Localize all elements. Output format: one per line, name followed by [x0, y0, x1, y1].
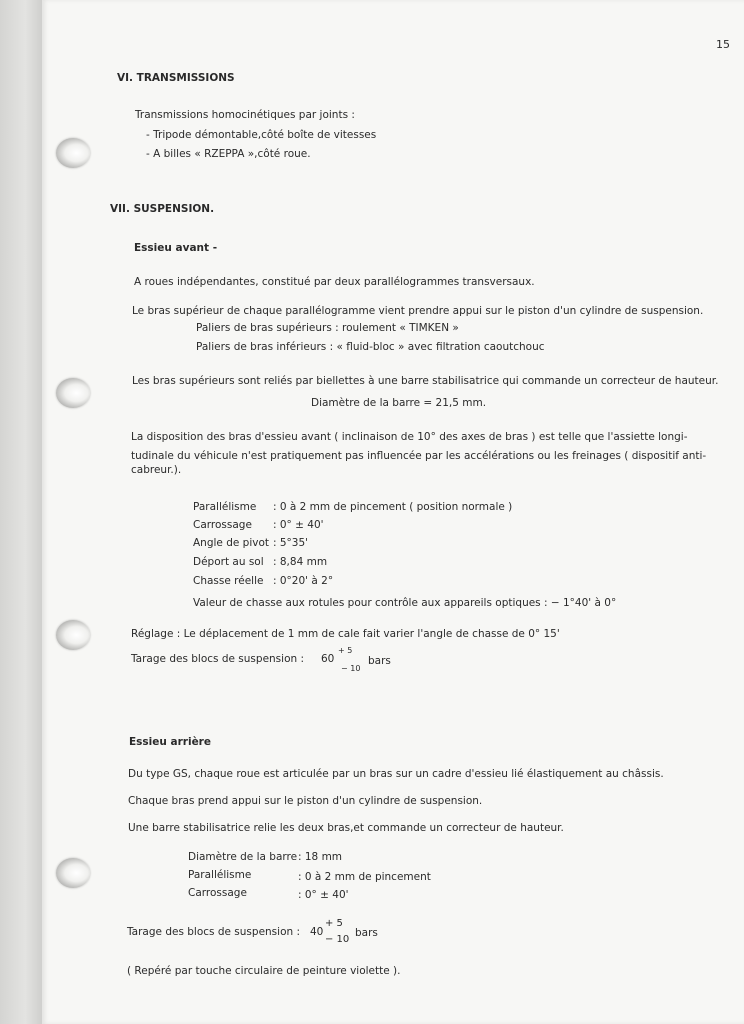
- spec-label: Parallélisme: [193, 501, 257, 513]
- paragraph: La disposition des bras d'essieu avant ( inclinaison de 10° des axes de bras ) est telle que l'assiette longi-: [131, 431, 688, 443]
- spec-label: Angle de pivot: [193, 537, 270, 549]
- tarage-value: 40: [310, 926, 324, 938]
- spec-label: Diamètre de la barre: [188, 851, 298, 863]
- spec-value: : 0° ± 40': [298, 889, 349, 901]
- spec-label: Carrossage: [188, 887, 247, 899]
- spec-value: : 0°20' à 2°: [273, 575, 334, 587]
- transmission-item: - Tripode démontable,côté boîte de vitesses: [146, 129, 377, 141]
- spec-value: : 5°35': [273, 537, 309, 549]
- paragraph: tudinale du véhicule n'est pratiquement pas influencée par les accélérations ou les freinages ( dispositif anti-: [131, 450, 707, 462]
- spec-value: : 0 à 2 mm de pincement ( position normale ): [273, 501, 513, 513]
- paragraph: Chaque bras prend appui sur le piston d'un cylindre de suspension.: [128, 795, 483, 807]
- binder-hole: [56, 378, 90, 408]
- transmission-intro: Transmissions homocinétiques par joints :: [135, 109, 355, 121]
- subheading-rear-axle: Essieu arrière: [129, 736, 211, 748]
- tarage-tolerance-minus: − 10: [325, 934, 350, 945]
- tarage-label: Tarage des blocs de suspension :: [131, 653, 305, 665]
- adjustment-note: Réglage : Le déplacement de 1 mm de cale fait varier l'angle de chasse de 0° 15': [131, 628, 560, 640]
- bar-diameter: Diamètre de la barre = 21,5 mm.: [311, 397, 487, 409]
- tarage-label: Tarage des blocs de suspension :: [127, 926, 301, 938]
- binder-hole: [56, 138, 90, 168]
- spec-value: : 0° ± 40': [273, 519, 324, 531]
- spec-value: : 8,84 mm: [273, 556, 328, 568]
- spec-label: Déport au sol: [193, 556, 264, 568]
- binder-hole: [56, 620, 90, 650]
- spec-label: Chasse réelle: [193, 575, 264, 587]
- paragraph: A roues indépendantes, constitué par deux parallélogrammes transversaux.: [134, 276, 535, 288]
- section-heading-suspension: VII. SUSPENSION.: [110, 203, 215, 215]
- subheading-front-axle: Essieu avant -: [134, 242, 218, 254]
- binder-hole: [56, 858, 90, 888]
- tarage-value: 60: [321, 653, 335, 665]
- tarage-unit: bars: [355, 927, 378, 939]
- left-page-edge: [0, 0, 42, 1024]
- paragraph: Du type GS, chaque roue est articulée par un bras sur un cadre d'essieu lié élastiquement au châssis.: [128, 768, 664, 780]
- tarage-tolerance-plus: + 5: [338, 646, 353, 655]
- page-number: 15: [716, 38, 730, 51]
- paragraph: Le bras supérieur de chaque parallélogramme vient prendre appui sur le piston d'un cylindre de suspension.: [132, 305, 704, 317]
- paragraph-indented: Paliers de bras inférieurs : « fluid-bloc » avec filtration caoutchouc: [196, 341, 545, 353]
- section-heading-transmissions: VI. TRANSMISSIONS: [117, 72, 235, 84]
- paragraph: Les bras supérieurs sont reliés par biellettes à une barre stabilisatrice qui commande un correcteur de hauteur.: [132, 375, 719, 387]
- paragraph: Une barre stabilisatrice relie les deux bras,et commande un correcteur de hauteur.: [128, 822, 564, 834]
- paragraph-indented: Paliers de bras supérieurs : roulement « TIMKEN »: [196, 322, 459, 334]
- tarage-tolerance-minus: − 10: [341, 664, 361, 673]
- caster-optical: Valeur de chasse aux rotules pour contrôle aux appareils optiques : − 1°40' à 0°: [193, 597, 617, 609]
- spec-label: Carrossage: [193, 519, 252, 531]
- spec-label: Parallélisme: [188, 869, 252, 881]
- spec-value: : 0 à 2 mm de pincement: [298, 871, 431, 883]
- spec-value: : 18 mm: [298, 851, 343, 863]
- transmission-item: - A billes « RZEPPA »,côté roue.: [146, 148, 311, 160]
- paint-mark-note: ( Repéré par touche circulaire de peinture violette ).: [127, 965, 401, 977]
- paragraph: cabreur.).: [131, 464, 182, 476]
- tarage-tolerance-plus: + 5: [325, 918, 343, 929]
- tarage-unit: bars: [368, 655, 391, 667]
